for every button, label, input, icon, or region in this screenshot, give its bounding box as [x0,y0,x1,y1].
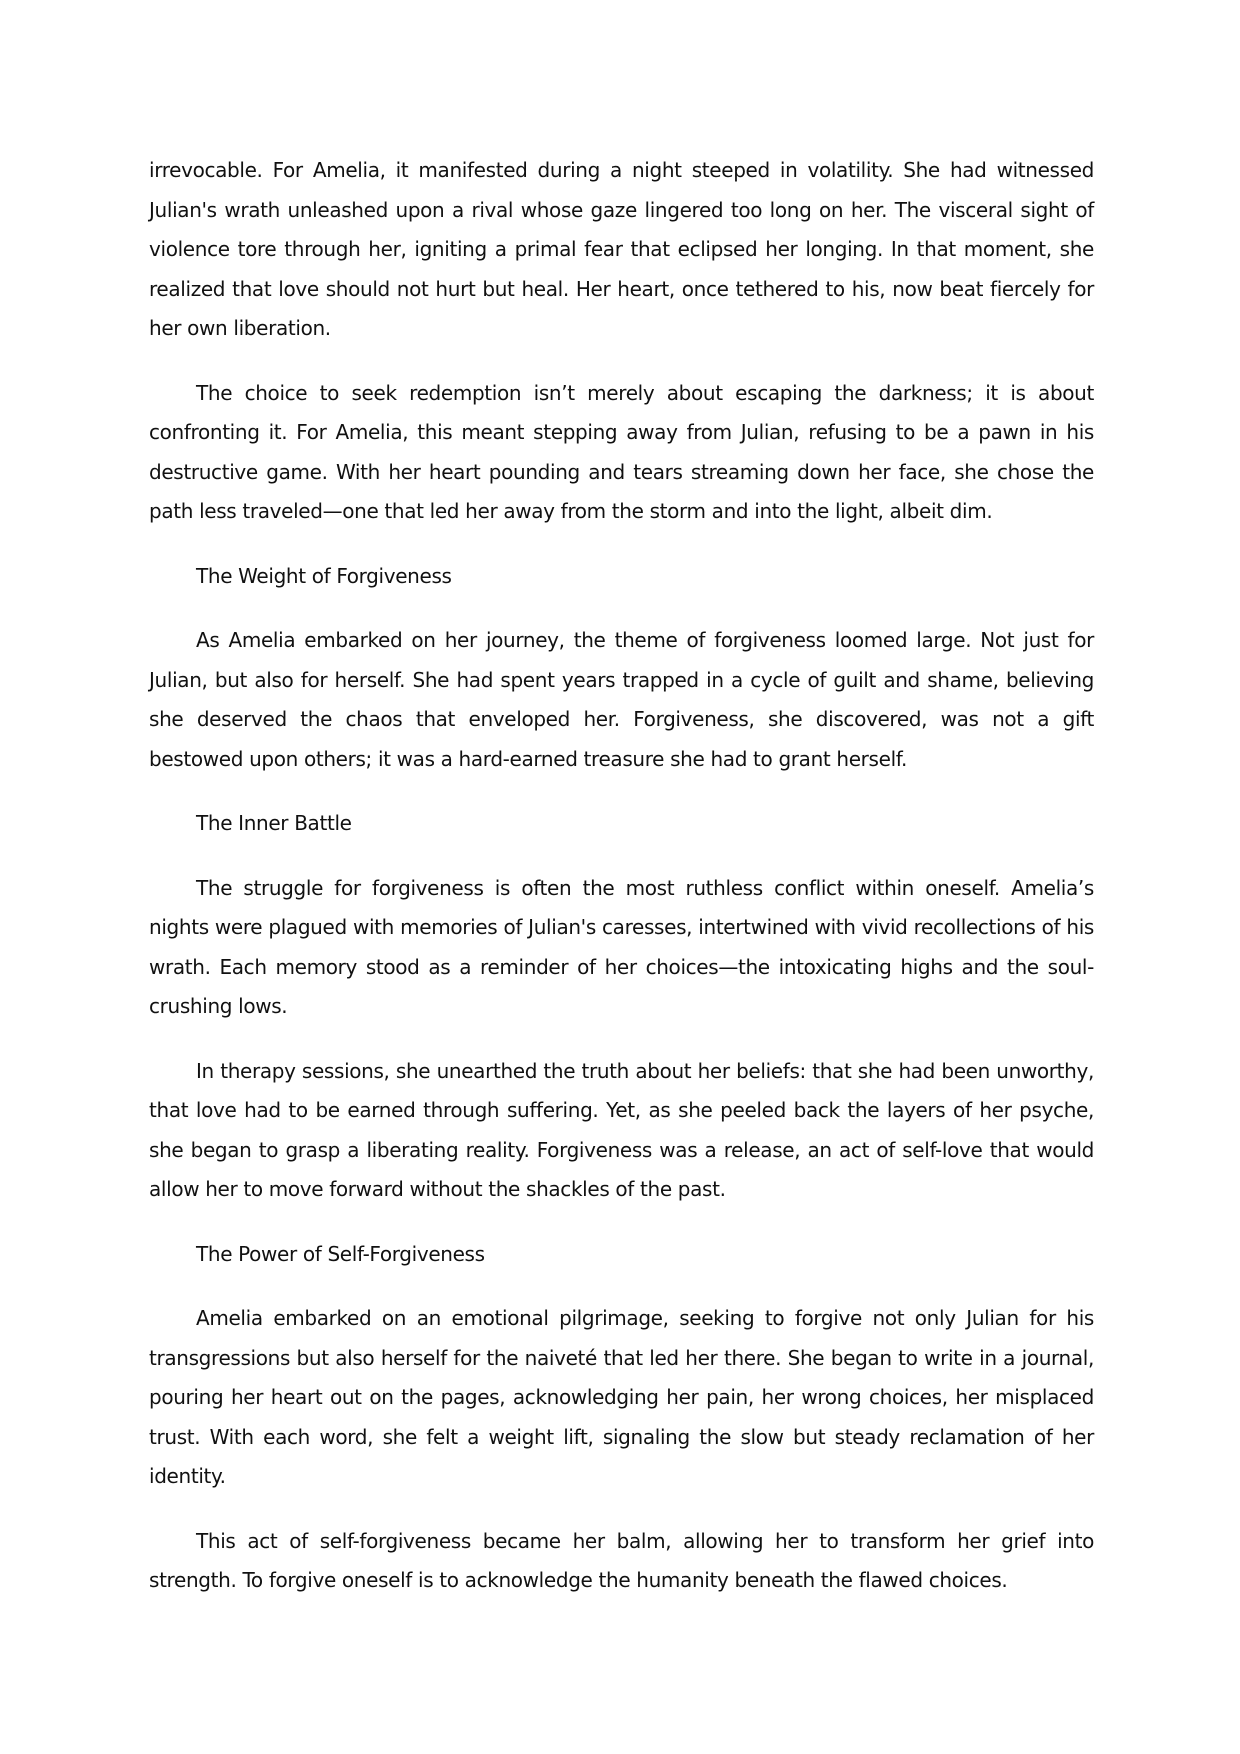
paragraph-continuation: irrevocable. For Amelia, it manifested during a night steeped in volatility. She had witnessed Julian's wrath unleashed upon a rival whose gaze lingered too long on her. The visceral sight of violence tore through her, igniting a primal fear that eclipsed her longing. In that moment, she realized that love should not hurt but heal. Her heart, once tethered to his, now beat fiercely for her own liberation. [149,158,1094,340]
paragraph-forgiveness-theme: As Amelia embarked on her journey, the theme of forgiveness loomed large. Not just for Julian, but also for herself. She had spent years trapped in a cycle of guilt and shame, believing she deserved the chaos that enveloped her. Forgiveness, she discovered, was not a gift bestowed upon others; it was a hard-earned treasure she had to grant herself. [149,628,1094,771]
section-heading-self-forgiveness: The Power of Self-Forgiveness [196,1241,485,1266]
paragraph-struggle: The struggle for forgiveness is often the most ruthless conflict within oneself. Amelia’s nights were plagued with memories of Julian's caresses, intertwined with vivid recollections of his wrath. Each memory stood as a reminder of her choices—the intoxicating highs and the soul-crushing lows. [149,875,1094,1018]
document-body [149,151,1094,1626]
section-heading-inner-battle: The Inner Battle [196,811,352,835]
paragraph-balm: This act of self-forgiveness became her balm, allowing her to transform her grief into strength. To forgive oneself is to acknowledge the humanity beneath the flawed choices. [149,1528,1094,1592]
section-heading-weight-of-forgiveness: The Weight of Forgiveness [196,563,452,588]
paragraph-redemption-choice: The choice to seek redemption isn’t merely about escaping the darkness; it is about confronting it. For Amelia, this meant stepping away from Julian, refusing to be a pawn in his destructive game. With her heart pounding and tears streaming down her face, she chose the path less traveled—one that led her away from the storm and into the light, albeit dim. [149,380,1094,523]
paragraph-pilgrimage: Amelia embarked on an emotional pilgrimage, seeking to forgive not only Julian for his transgressions but also herself for the naiveté that led her there. She began to write in a journal, pouring her heart out on the pages, acknowledging her pain, her wrong choices, her misplaced trust. With each word, she felt a weight lift, signaling the slow but steady reclamation of her identity. [149,1306,1094,1488]
paragraph-therapy: In therapy sessions, she unearthed the truth about her beliefs: that she had been unworthy, that love had to be earned through suffering. Yet, as she peeled back the layers of her psyche, she began to grasp a liberating reality. Forgiveness was a release, an act of self-love that would allow her to move forward without the shackles of the past. [149,1058,1094,1201]
